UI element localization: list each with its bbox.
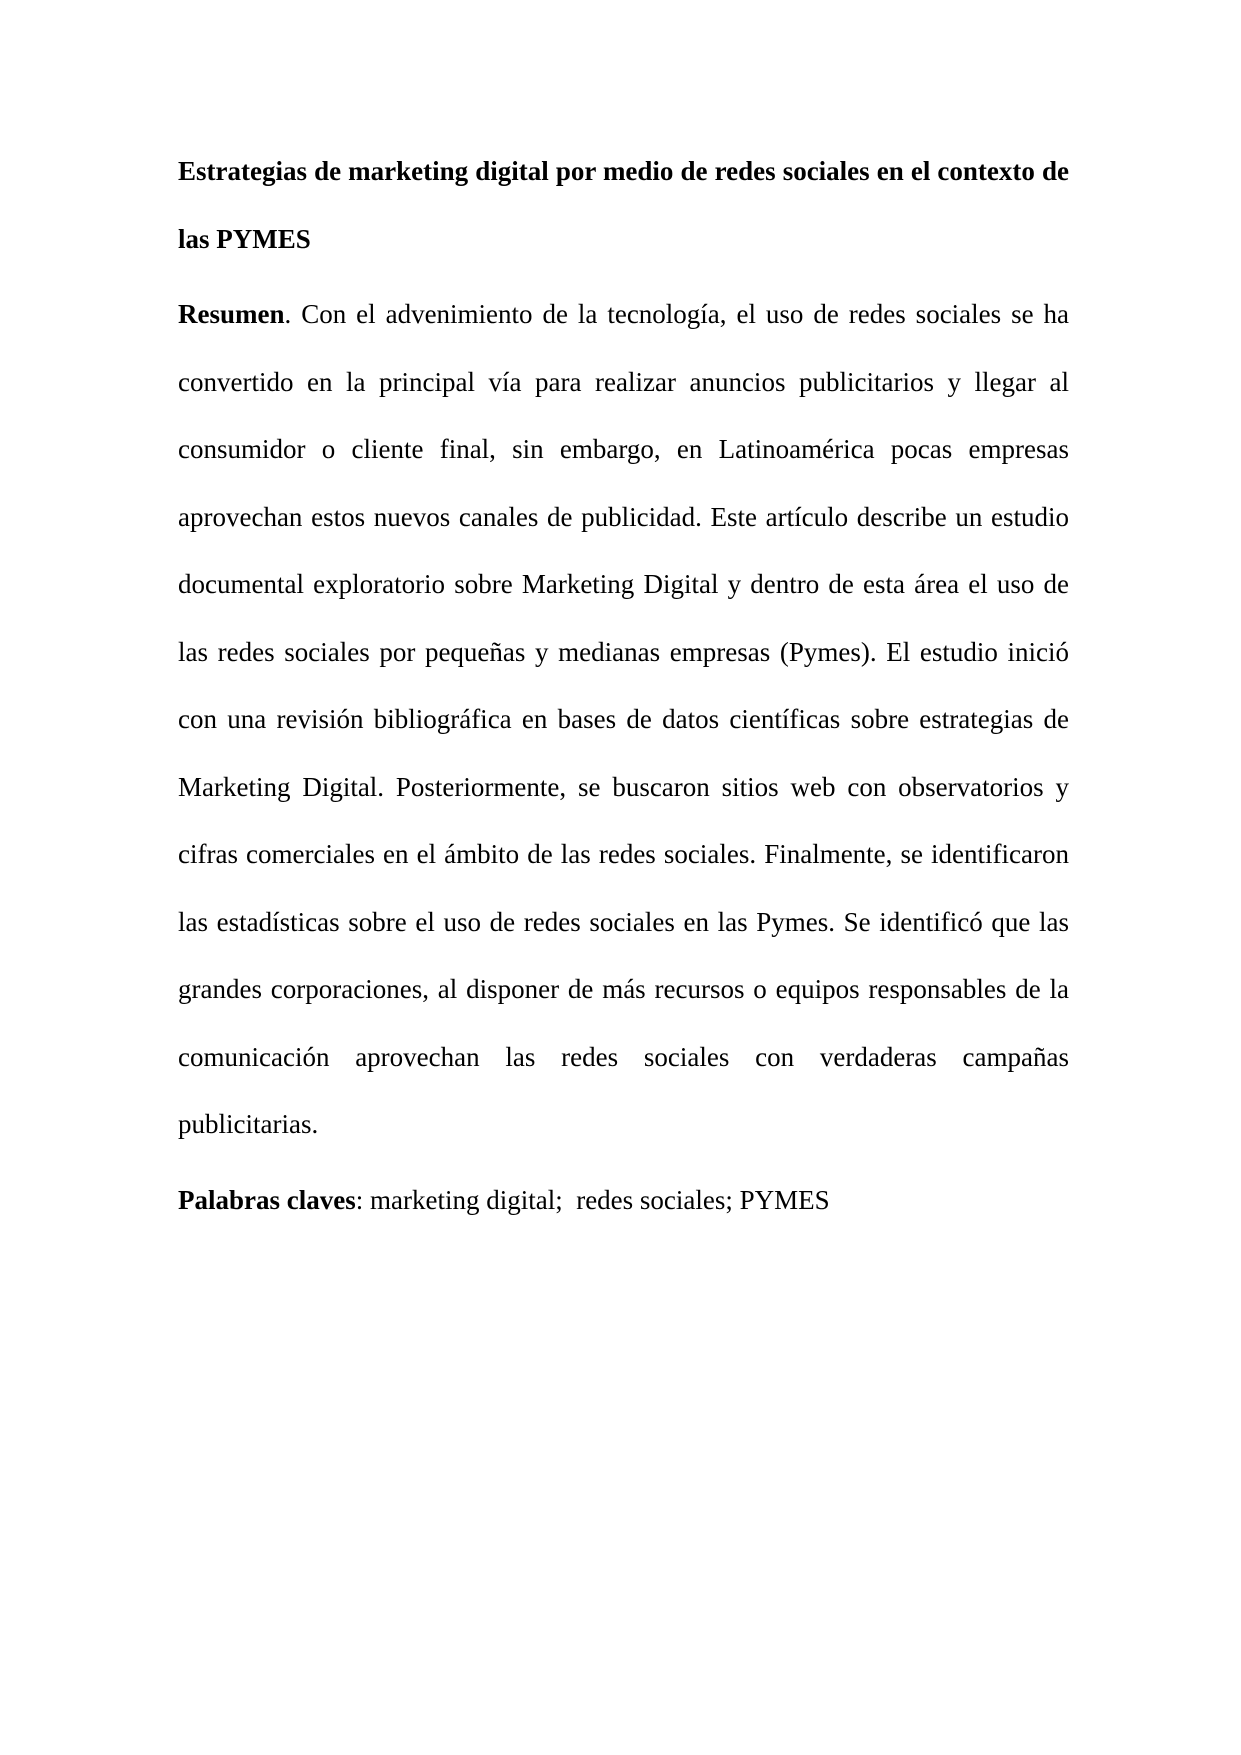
keywords-text: marketing digital; redes sociales; PYMES [370,1184,830,1215]
document-content [178,138,1069,1234]
keywords-separator: : [355,1184,370,1215]
keywords-label: Palabras claves [178,1184,356,1215]
abstract-label: Resumen [178,299,285,329]
paper-title: Estrategias de marketing digital por medio de redes sociales en el contexto de las PYMES [178,156,1069,254]
abstract-paragraph [178,281,1069,1159]
abstract-text: Con el advenimiento de la tecnología, el uso de redes sociales se ha convertido en la principal vía para realizar anuncios publicitarios y llegar al consumidor o cliente final, sin embargo, en Latinoamérica pocas empresas aprovechan estos nuevos canales de publicidad. Este artículo describe un estudio documental exploratorio sobre Marketing Digital y dentro de esta área el uso de las redes sociales por pequeñas y medianas empresas (Pymes). El estudio inició con una revisión bibliográfica en bases de datos científicas sobre estrategias de Marketing Digital. Posteriormente, se buscaron sitios web con observatorios y cifras comerciales en el ámbito de las redes sociales. Finalmente, se identificaron las estadísticas sobre el uso de redes sociales en las Pymes. Se identificó que las grandes corporaciones, al disponer de más recursos o equipos responsables de la comunicación aprovechan las redes sociales con verdaderas campañas publicitarias. [178,299,1070,1139]
abstract-separator: . [284,299,302,329]
keywords-paragraph [178,1167,1069,1235]
